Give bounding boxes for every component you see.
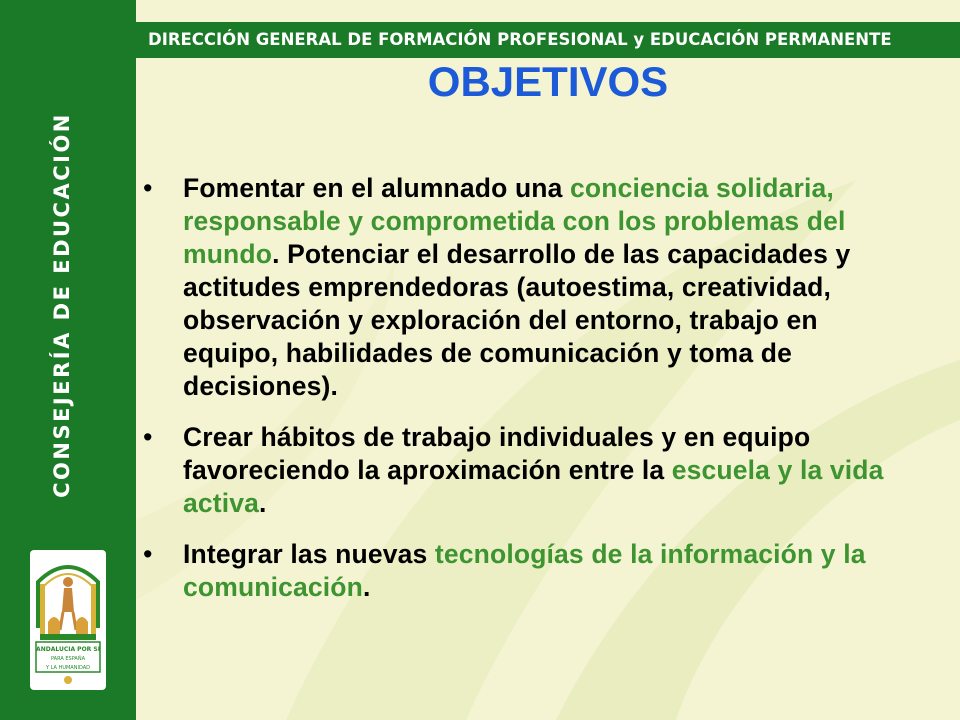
svg-text:Y LA HUMANIDAD: Y LA HUMANIDAD: [46, 665, 90, 671]
text-segment: Fomentar en el alumnado una: [183, 173, 571, 203]
bullet-icon: •: [143, 173, 153, 203]
bullet-icon: •: [143, 539, 153, 569]
svg-text:ANDALUCIA POR SI: ANDALUCIA POR SI: [36, 646, 100, 653]
svg-text:PARA ESPAÑA: PARA ESPAÑA: [50, 656, 86, 662]
text-segment: . Potenciar el desarrollo de las capacidades y actitudes emprendedoras (autoestima, creatividad, observación y exploración del entorno, trabajo en equipo, habilidades de comunicación y toma de decisiones).: [183, 239, 851, 401]
bullet-text: [183, 172, 913, 403]
bullet-list: [143, 172, 913, 622]
bullet-text: [183, 538, 913, 604]
highlighted-phrase: conciencia solidaria, responsable y comprometida con los problemas del mundo: [183, 173, 846, 269]
sidebar: [0, 0, 136, 720]
list-item: [143, 538, 913, 604]
list-item: [143, 421, 913, 520]
highlighted-phrase: tecnologías de la información y la comunicación: [183, 539, 866, 602]
highlighted-phrase: escuela y la vida activa: [183, 455, 884, 518]
text-segment: .: [362, 572, 371, 602]
text-segment: Crear hábitos de trabajo individuales y en equipo favoreciendo la aproximación entre la: [183, 422, 811, 485]
andalucia-coat-of-arms-icon: [30, 550, 106, 690]
sidebar-vertical-label: CONSEJERÍA DE EDUCACIÓN: [50, 112, 74, 498]
slide-title: OBJETIVOS: [427, 58, 669, 105]
text-segment: Integrar las nuevas: [183, 539, 435, 569]
bullet-icon: •: [143, 422, 153, 452]
list-item: [143, 172, 913, 403]
bullet-text: [183, 421, 913, 520]
header-band: DIRECCIÓN GENERAL DE FORMACIÓN PROFESIONAL y EDUCACIÓN PERMANENTE: [136, 22, 960, 58]
text-segment: .: [259, 488, 267, 518]
